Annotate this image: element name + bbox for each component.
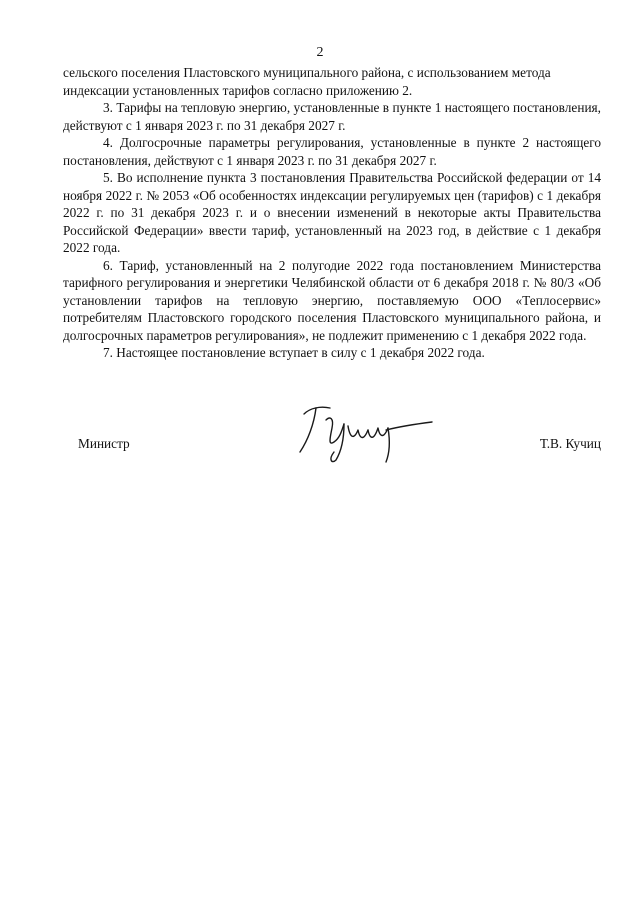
- signature-block: [0, 394, 640, 474]
- handwritten-signature: [290, 394, 440, 466]
- signer-name: Т.В. Кучиц: [539, 436, 601, 451]
- paragraph-7: 7. Настоящее постановление вступает в силу с 1 декабря 2022 года.: [103, 345, 485, 360]
- page-number: 2: [316, 45, 324, 60]
- paragraph-6: 6. Тариф, установленный на 2 полугодие 2022 года постановлением Министерства тарифного регулирования и энергетики Челябинской области от 6 декабря 2018 г. № 80/3 «Об установлении тарифов на тепловую энергию, поставляемую ООО «Теплосервис» потребителям Пластовского городского поселения Пластовского муниципального района, и долгосрочных параметров регулирования», не подлежит применению с 1 декабря 2022 года.: [63, 257, 601, 343]
- paragraph-5: 5. Во исполнение пункта 3 постановления Правительства Российской федерации от 14 ноября 2022 г. № 2053 «Об особенностях индексации регулируемых цен (тарифов) с 1 декабря 2022 г. по 31 декабря 2023 г. и о внесении изменений в некоторые акты Правительства Российской Федерации» ввести тариф, установленный на 2023 год, в действие с 1 декабря 2022 года.: [63, 170, 601, 255]
- paragraph-3: 3. Тарифы на тепловую энергию, установленные в пункте 1 настоящего постановления, действуют с 1 января 2023 г. по 31 декабря 2027 г.: [63, 100, 601, 133]
- document-body: [63, 64, 601, 362]
- paragraph-continuation: сельского поселения Пластовского муниципального района, с использованием метода индексации установленных тарифов согласно приложению 2.: [63, 65, 551, 98]
- signer-position: Министр: [78, 436, 130, 451]
- paragraph-4: 4. Долгосрочные параметры регулирования, установленные в пункте 2 настоящего постановления, действуют с 1 января 2023 г. по 31 декабря 2027 г.: [63, 135, 601, 168]
